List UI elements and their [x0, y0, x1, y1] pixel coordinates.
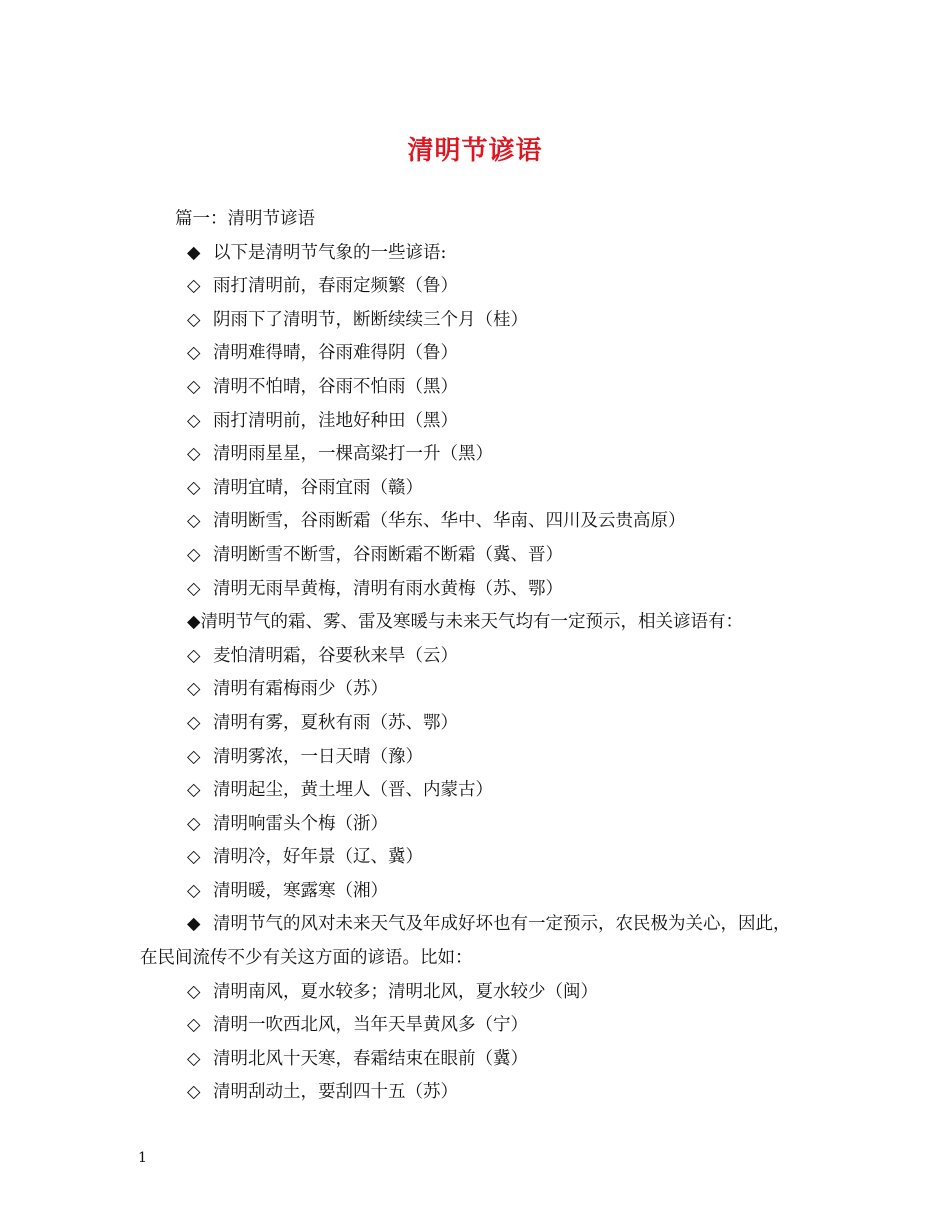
list-item	[140, 438, 840, 472]
document-title: 清明节谚语	[407, 136, 543, 166]
list-item	[140, 707, 840, 741]
proverb-text: 清明有雾，夏秋有雨（苏、鄂）	[213, 712, 458, 733]
proverb-text: 清明断雪，谷雨断霜（华东、华中、华南、四川及云贵高原）	[213, 511, 686, 532]
list-item	[140, 976, 840, 1010]
hollow-diamond-icon: ◇	[187, 444, 201, 465]
proverb-text: 雨打清明前，春雨定频繁（鲁）	[213, 276, 458, 297]
intro-line-3	[140, 908, 840, 942]
proverb-text: 清明北风十天寒，春霜结束在眼前（冀）	[213, 1048, 528, 1069]
list-item	[140, 741, 840, 775]
hollow-diamond-icon: ◇	[187, 309, 201, 330]
proverb-text: 清明有霜梅雨少（苏）	[213, 679, 388, 700]
proverb-text: 清明雾浓，一日天晴（豫）	[213, 746, 423, 767]
hollow-diamond-icon: ◇	[187, 712, 201, 733]
hollow-diamond-icon: ◇	[187, 847, 201, 868]
page-number: 1	[138, 1150, 147, 1166]
intro-text-3a: 清明节气的风对未来天气及年成好坏也有一定预示，农民极为关心，因此，	[213, 914, 791, 935]
proverb-text: 清明南风，夏水较多；清明北风，夏水较少（闽）	[213, 981, 598, 1002]
list-item	[140, 472, 840, 506]
intro-line-3-continued: 在民间流传不少有关这方面的谚语。比如：	[140, 948, 473, 969]
filled-diamond-icon: ◆	[187, 914, 201, 935]
list-item	[140, 673, 840, 707]
proverb-text: 清明难得晴，谷雨难得阴（鲁）	[213, 343, 458, 364]
hollow-diamond-icon: ◇	[187, 780, 201, 801]
list-item	[140, 304, 840, 338]
intro-line-2	[140, 606, 840, 640]
hollow-diamond-icon: ◇	[187, 645, 201, 666]
list-item	[140, 1076, 840, 1110]
proverb-text: 清明起尘，黄土埋人（晋、内蒙古）	[213, 780, 493, 801]
proverb-list-1	[140, 270, 840, 606]
proverb-text: 清明冷，好年景（辽、冀）	[213, 847, 423, 868]
proverb-text: 清明一吹西北风，当年天旱黄风多（宁）	[213, 1015, 528, 1036]
hollow-diamond-icon: ◇	[187, 679, 201, 700]
proverb-text: 清明刮动土，要刮四十五（苏）	[213, 1082, 458, 1103]
hollow-diamond-icon: ◇	[187, 981, 201, 1002]
hollow-diamond-icon: ◇	[187, 1015, 201, 1036]
list-item	[140, 841, 840, 875]
hollow-diamond-icon: ◇	[187, 1082, 201, 1103]
hollow-diamond-icon: ◇	[187, 544, 201, 565]
list-item	[140, 808, 840, 842]
hollow-diamond-icon: ◇	[187, 578, 201, 599]
filled-diamond-icon: ◆	[187, 612, 201, 633]
list-item	[140, 640, 840, 674]
hollow-diamond-icon: ◇	[187, 511, 201, 532]
proverb-text: 清明响雷头个梅（浙）	[213, 813, 388, 834]
list-item	[140, 371, 840, 405]
hollow-diamond-icon: ◇	[187, 343, 201, 364]
proverb-list-3	[140, 976, 840, 1110]
proverb-text: 清明不怕晴，谷雨不怕雨（黑）	[213, 376, 458, 397]
hollow-diamond-icon: ◇	[187, 1048, 201, 1069]
proverb-text: 雨打清明前，洼地好种田（黑）	[213, 410, 458, 431]
list-item	[140, 573, 840, 607]
proverb-text: 清明雨星星，一棵高粱打一升（黑）	[213, 444, 493, 465]
hollow-diamond-icon: ◇	[187, 477, 201, 498]
list-item	[140, 774, 840, 808]
list-item	[140, 270, 840, 304]
proverb-text: 清明暖，寒露寒（湘）	[213, 880, 388, 901]
list-item	[140, 405, 840, 439]
hollow-diamond-icon: ◇	[187, 410, 201, 431]
intro-text-1: 以下是清明节气象的一些谚语:	[213, 242, 447, 263]
proverb-text: 麦怕清明霜，谷要秋来旱（云）	[213, 645, 458, 666]
hollow-diamond-icon: ◇	[187, 746, 201, 767]
hollow-diamond-icon: ◇	[187, 813, 201, 834]
proverb-text: 清明断雪不断雪，谷雨断霜不断霜（冀、晋）	[213, 544, 563, 565]
list-item	[140, 505, 840, 539]
intro-text-2: 清明节气的霜、雾、雷及寒暖与未来天气均有一定预示，相关谚语有：	[200, 612, 743, 633]
list-item	[140, 337, 840, 371]
list-item	[140, 875, 840, 909]
hollow-diamond-icon: ◇	[187, 880, 201, 901]
list-item	[140, 539, 840, 573]
proverb-text: 清明无雨旱黄梅，清明有雨水黄梅（苏、鄂）	[213, 578, 563, 599]
list-item	[140, 1043, 840, 1077]
intro-line-1	[140, 237, 840, 271]
filled-diamond-icon: ◆	[187, 242, 201, 263]
proverb-text: 阴雨下了清明节，断断续续三个月（桂）	[213, 309, 528, 330]
proverb-text: 清明宜晴，谷雨宜雨（赣）	[213, 477, 423, 498]
document-body	[140, 203, 840, 1110]
section-heading: 篇一：清明节谚语	[175, 209, 315, 229]
proverb-list-2	[140, 640, 840, 909]
hollow-diamond-icon: ◇	[187, 276, 201, 297]
list-item	[140, 1009, 840, 1043]
hollow-diamond-icon: ◇	[187, 376, 201, 397]
